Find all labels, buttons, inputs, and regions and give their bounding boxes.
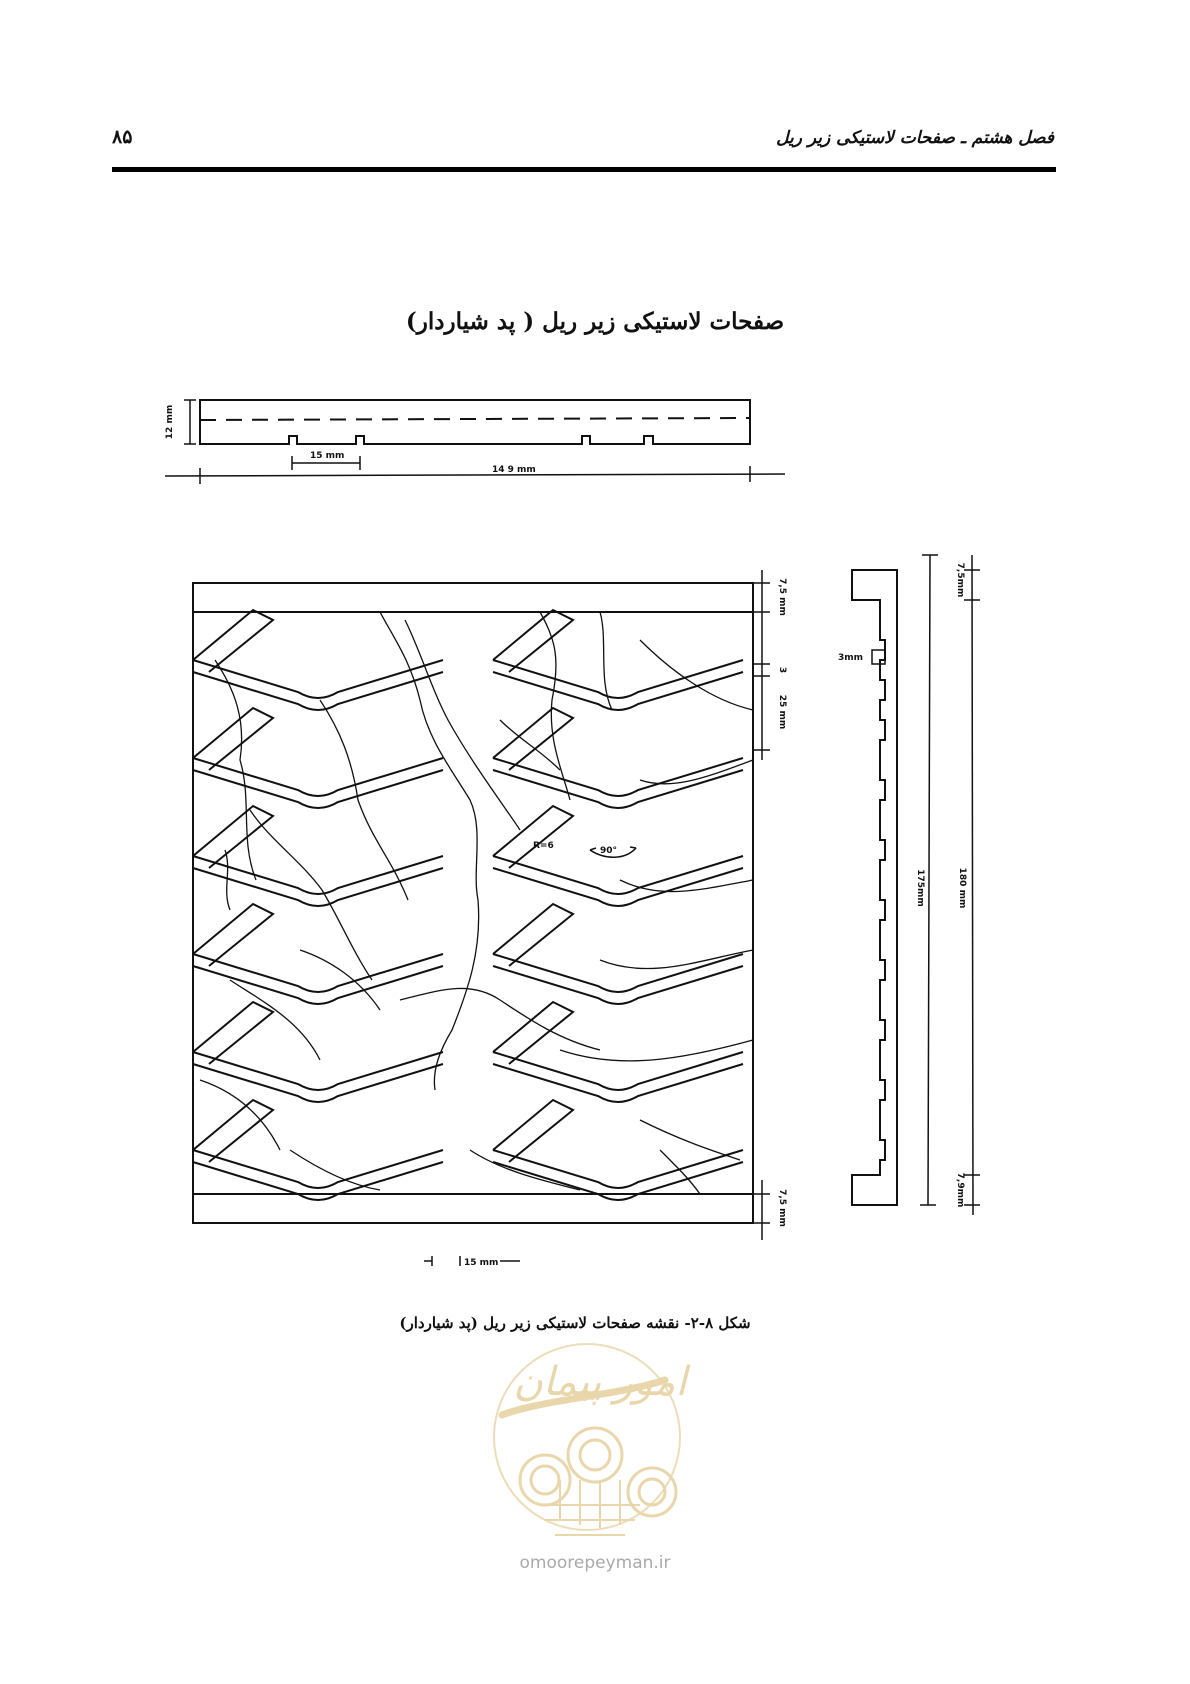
dim-side-inner: 175mm [915, 869, 925, 907]
dim-bottom-spacing: 15 mm [464, 1258, 499, 1268]
dim-radius: R=6 [533, 841, 554, 851]
figure-title: صفحات لاستیکی زیر ریل ( پد شیاردار) [405, 308, 785, 335]
dim-side-edge-top: 7,5mm [955, 562, 965, 598]
dim-edge-top: 7,5 mm [777, 578, 787, 616]
dim-side-edge-bottom: 7,9mm [955, 1172, 965, 1208]
dim-edge-bottom: 7,5 mm [777, 1189, 787, 1227]
dim-pitch: 25 mm [777, 694, 787, 730]
chevron-grooves [193, 610, 743, 1200]
dim-side-total: 180 mm [957, 867, 967, 909]
watermark-site: omoorepeyman.ir [519, 1553, 671, 1573]
cross-section-view [165, 400, 785, 484]
page-number: ۸۵ [112, 126, 133, 148]
dim-groove-spacing: 15 mm [310, 451, 345, 461]
plan-view [193, 583, 753, 1223]
dim-pad-length: 14 9 mm [492, 465, 536, 475]
chapter-title: فصل هشتم ـ صفحات لاستیکی زیر ریل [776, 128, 1054, 148]
dim-groove-depth: 3 [777, 666, 787, 674]
figure-caption: شکل ۸-۲- نقشه صفحات لاستیکی زیر ریل (پد شیاردار) [399, 1314, 751, 1332]
dim-thickness: 12 mm [165, 404, 175, 440]
plan-dimensions [424, 570, 770, 1266]
watermark-logo [494, 1344, 690, 1535]
logo-lettering: امور پیمان [513, 1359, 687, 1405]
dim-side-groove: 3mm [838, 653, 864, 663]
dim-angle: 90° [600, 846, 618, 856]
